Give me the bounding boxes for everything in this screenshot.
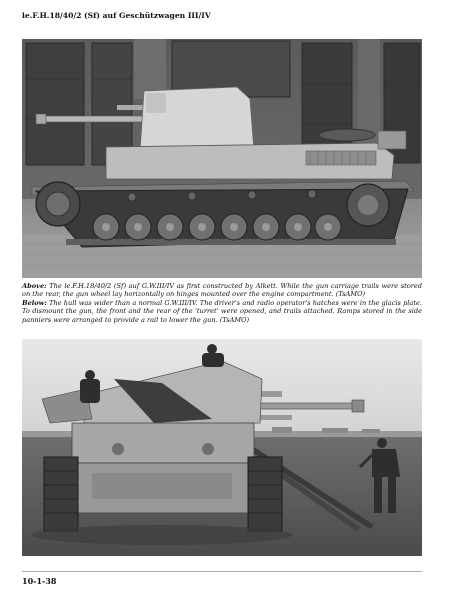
caption-above-lead: Above: bbox=[22, 282, 47, 290]
rear-view-illustration bbox=[22, 339, 422, 556]
running-header: le.F.H.18/40/2 (Sf) auf Geschützwagen III/IV bbox=[22, 11, 211, 20]
caption-below-text: The hull was wider than a normal G.W.III/IV. The driver's and radio operator's hatches were in the glacis plate. To dismount the gun, the front and the rear of the 'turret' were opened, and trails attached. Ramps stored in the side panniers were arranged to provide a rail to lower the gun. (TsAMO) bbox=[22, 298, 422, 324]
caption-above bbox=[22, 282, 422, 299]
photo-captions bbox=[22, 282, 422, 324]
caption-above-text: The le.F.H.18/40/2 (Sf) auf G.W.III/IV as first constructed by Alkett. While the gun carriage trails were stored on the rear, the gun wheel lay horizontally on hinges mounted over the engine compartment. (TsAMO) bbox=[22, 282, 422, 299]
caption-below bbox=[22, 299, 422, 324]
photo-rear-view bbox=[22, 339, 422, 556]
photo-side-view bbox=[22, 39, 422, 278]
caption-below-lead: Below: bbox=[22, 298, 47, 307]
footer-rule bbox=[22, 571, 422, 572]
side-view-illustration bbox=[22, 39, 422, 278]
page-number: 10-1-38 bbox=[22, 576, 57, 586]
